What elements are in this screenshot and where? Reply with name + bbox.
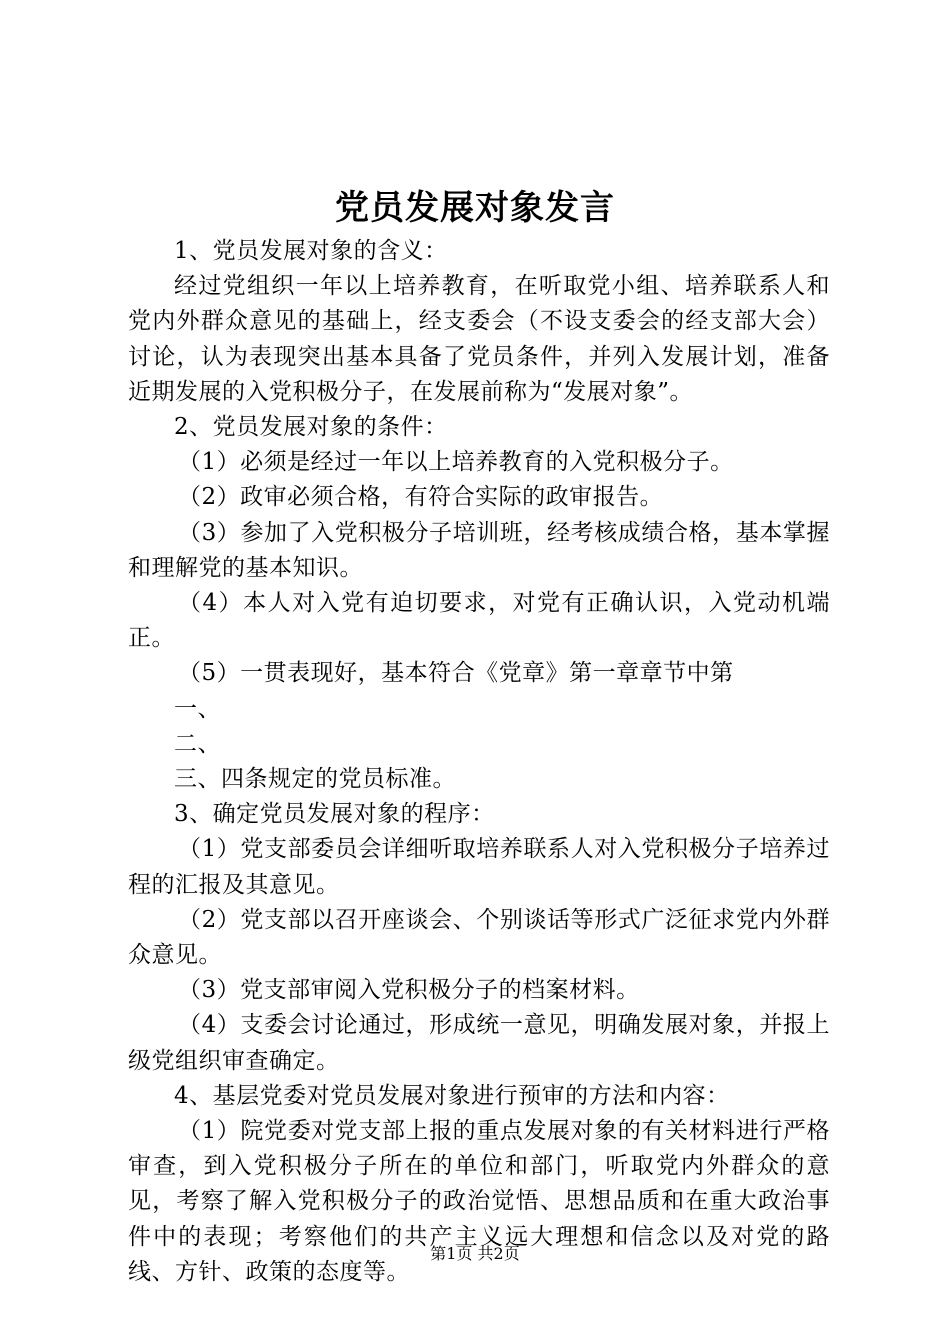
paragraph: 三、四条规定的党员标准。 (174, 766, 456, 793)
paragraph: 3、确定党员发展对象的程序： (174, 801, 495, 828)
paragraph: （4）支委会讨论通过，形成统一意见，明确发展对象，并报上级党组织审查确定。 (128, 1012, 830, 1074)
paragraph: （4）本人对入党有迫切要求，对党有正确认识，入党动机端正。 (128, 590, 830, 652)
paragraph: （5）一贯表现好，基本符合《党章》第一章章节中第 (178, 660, 734, 687)
paragraph: （1）党支部委员会详细听取培养联系人对入党积极分子培养过程的汇报及其意见。 (128, 836, 830, 898)
paragraph: 二、 (174, 730, 221, 757)
paragraph: （3）参加了入党积极分子培训班，经考核成绩合格，基本掌握和理解党的基本知识。 (128, 519, 830, 581)
paragraph: 1、党员发展对象的含义： (174, 238, 448, 264)
paragraph: （2）党支部以召开座谈会、个别谈话等形式广泛征求党内外群众意见。 (128, 906, 830, 969)
paragraph: 4、基层党委对党员发展对象进行预审的方法和内容： (174, 1082, 730, 1109)
document-title: 党员发展对象发言 (335, 188, 615, 228)
paragraph: 一、 (174, 695, 221, 722)
page-footer: 第1页 共2页 (430, 1244, 520, 1263)
paragraph: 2、党员发展对象的条件： (174, 414, 448, 441)
paragraph: （2）政审必须合格，有符合实际的政审报告。 (178, 484, 664, 511)
paragraph: 经过党组织一年以上培养教育，在听取党小组、培养联系人和党内外群众意见的基础上，经支委会（不设支委会的经支部大会）讨论，认为表现突出基本具备了党员条件，并列入发展计划，准备近期发展的入党积极分子，在发展前称为“发展对象”。 (128, 273, 830, 405)
paragraph: （1）院党委对党支部上报的重点发展对象的有关材料进行严格审查，到入党积极分子所在的单位和部门，听取党内外群众的意见，考察了解入党积极分子的政治觉悟、思想品质和在重大政治事件中的表现；考察他们的共产主义远大理想和信念以及对党的路线、方针、政策的态度等。 (128, 1118, 830, 1285)
paragraph: （3）党支部审阅入党积极分子的档案材料。 (178, 977, 640, 1004)
document-body (128, 234, 830, 1290)
paragraph: （1）必须是经过一年以上培养教育的入党积极分子。 (178, 449, 734, 476)
